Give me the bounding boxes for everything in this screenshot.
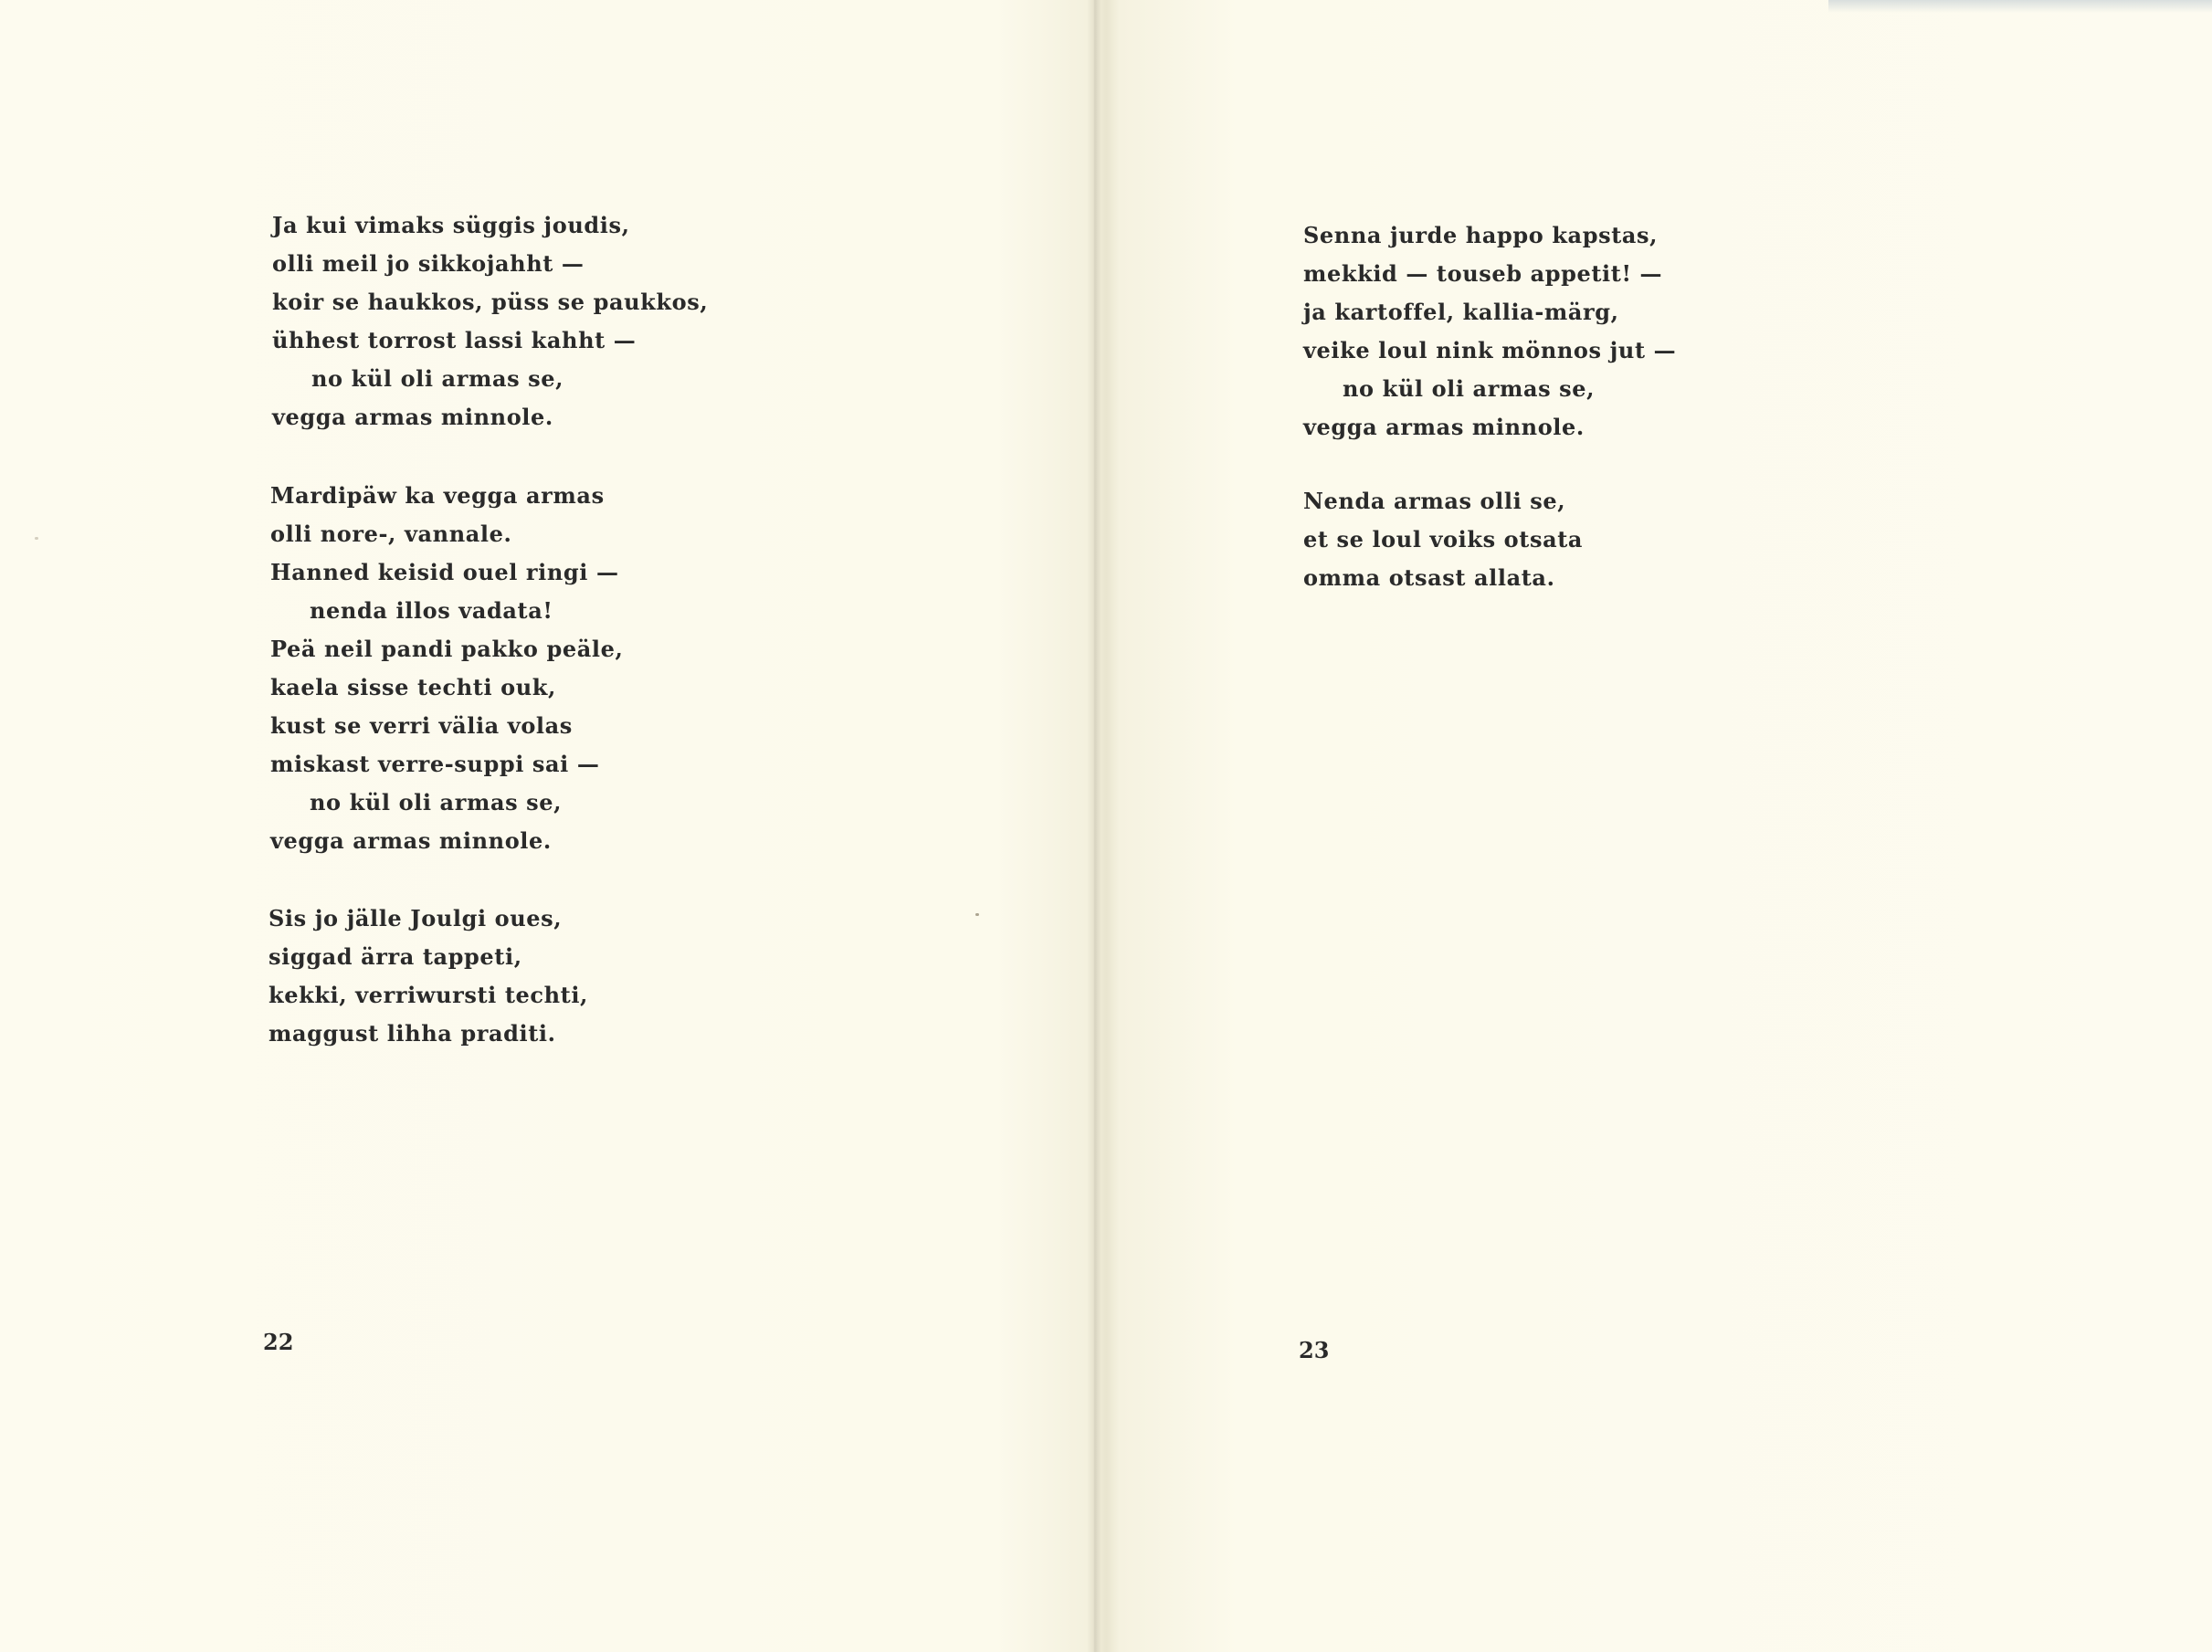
poem-line: Senna jurde happo kapstas,	[1303, 222, 1659, 248]
stanza	[269, 900, 588, 1053]
poem-line: ja kartoffel, kallia-märg,	[1303, 299, 1619, 325]
poem-line: et se loul voiks otsata	[1303, 526, 1584, 552]
poem-line: Peä neil pandi pakko peäle,	[270, 636, 624, 662]
poem-line: miskast verre-suppi sai —	[270, 751, 600, 777]
poem-line: ühhest torrost lassi kahht —	[272, 327, 637, 353]
poem-line: olli meil jo sikkojahht —	[272, 250, 585, 277]
right-page	[1096, 0, 2212, 1652]
poem-line: kaela sisse techti ouk,	[270, 674, 556, 700]
poem-line: Ja kui vimaks süggis joudis,	[272, 212, 630, 238]
stanza	[1303, 482, 1583, 597]
poem-line: nenda illos vadata!	[310, 597, 553, 624]
poem-line: kekki, verriwursti techti,	[269, 982, 589, 1008]
poem-line: siggad ärra tappeti,	[269, 943, 522, 970]
poem-line: omma otsast allata.	[1303, 564, 1555, 591]
stanza	[272, 206, 708, 437]
page-number: 23	[1299, 1337, 1330, 1363]
poem-refrain-line: no kül oli armas se,	[1343, 375, 1596, 402]
paper-speck	[975, 913, 979, 916]
poem-refrain-line: no kül oli armas se,	[311, 365, 564, 392]
page-number: 22	[263, 1329, 294, 1355]
poem-line: Sis jo jälle Joulgi oues,	[269, 905, 563, 931]
poem-refrain-line: vegga armas minnole.	[1303, 414, 1585, 440]
poem-line: olli nore-, vannale.	[270, 521, 512, 547]
poem-line: kust se verri välia volas	[270, 712, 573, 739]
poem-line: koir se haukkos, püss se paukkos,	[272, 289, 709, 315]
poem-line: Mardipäw ka vegga armas	[270, 482, 605, 509]
poem-line: veike loul nink mönnos jut —	[1303, 337, 1677, 363]
stanza	[1303, 216, 1676, 447]
poem-line: Hanned keisid ouel ringi —	[270, 559, 619, 585]
poem-refrain-line: no kül oli armas se,	[310, 789, 563, 815]
poem-refrain-line: vegga armas minnole.	[270, 827, 552, 854]
poem-line: maggust lihha praditi.	[269, 1020, 556, 1047]
poem-line: Nenda armas olli se,	[1303, 488, 1566, 514]
stanza	[270, 477, 623, 860]
paper-speck	[35, 537, 38, 540]
left-page	[0, 0, 1096, 1652]
poem-refrain-line: vegga armas minnole.	[272, 404, 553, 430]
poem-line: mekkid — touseb appetit! —	[1303, 260, 1663, 287]
